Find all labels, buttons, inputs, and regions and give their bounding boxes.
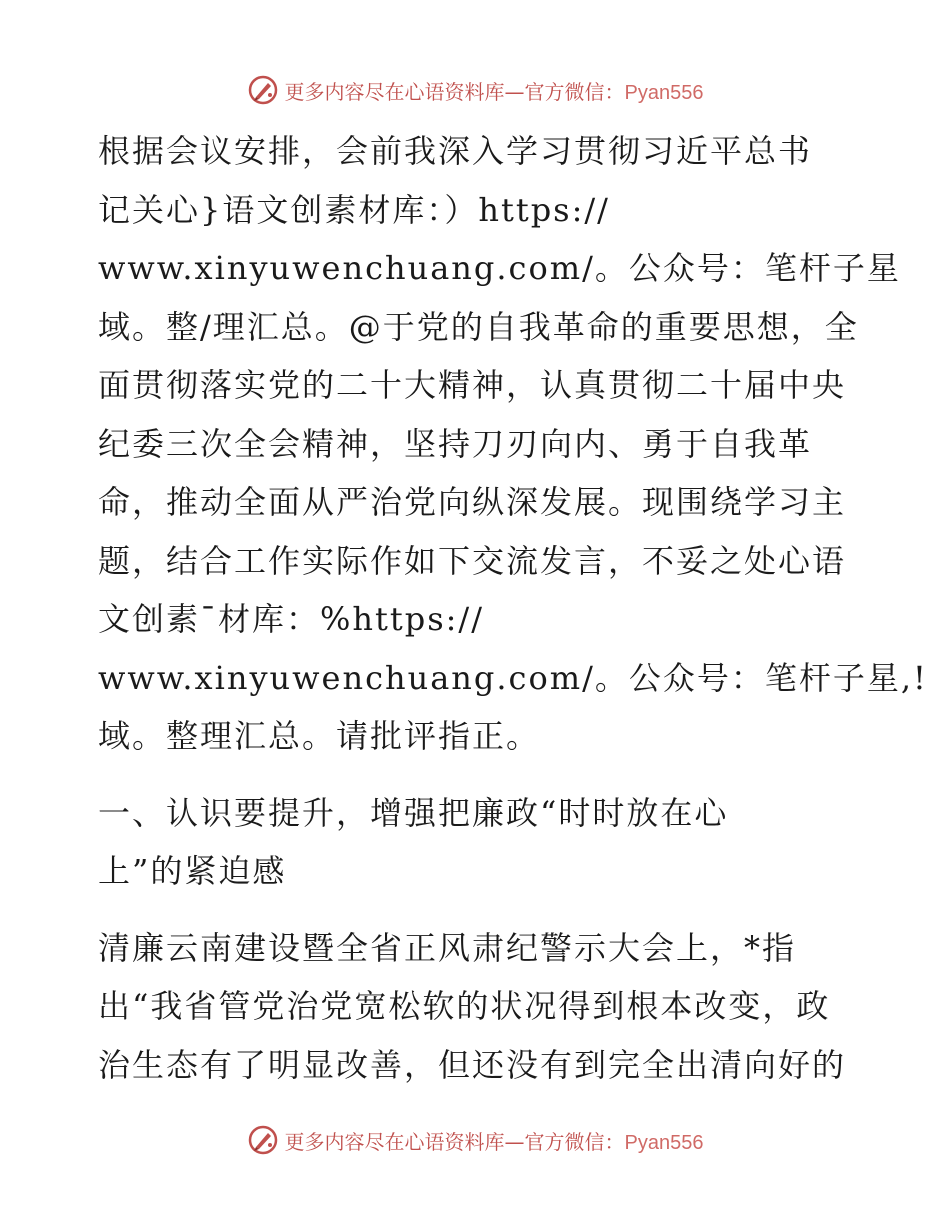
pen-circle-icon: [247, 74, 279, 106]
paragraph1-line: www.xinyuwenchuang.com/。公众号：笔杆子星: [98, 249, 901, 287]
paragraph1-line: 域。整/理汇总。@于党的自我革命的重要思想，全: [98, 307, 859, 346]
paragraph-gap: [98, 901, 858, 919]
paragraph1-line: 面贯彻落实党的二十大精神，认真贯彻二十届中央: [98, 366, 847, 404]
paragraph1-line: 命，推动全面从严治党向纵深发展。现围绕学习主: [98, 483, 847, 521]
paragraph1-line: 根据会议安排，会前我深入学习贯彻习近平总书: [98, 132, 813, 170]
paragraph2-line: 治生态有了明显改善，但还没有到完全出清向好的: [98, 1045, 847, 1084]
document-body: [98, 122, 928, 1094]
paragraph2-line: 清廉云南建设暨全省正风肃纪警示大会上，*指: [98, 928, 797, 967]
header-banner-inner: [247, 74, 704, 106]
footer-banner-inner: [247, 1124, 704, 1156]
paragraph1-line: 纪委三次全会精神，坚持刀刃向内、勇于自我革: [98, 424, 813, 463]
pen-circle-icon: [247, 1124, 279, 1156]
header-banner: [0, 70, 950, 110]
paragraph1-line: 题，结合工作实际作如下交流发言，不妥之处心语: [98, 541, 847, 580]
heading1-line: 一、认识要提升，增强把廉政“时时放在心: [98, 793, 729, 832]
header-banner-account: Pyan556: [624, 81, 704, 104]
paragraph-gap: [98, 766, 858, 784]
header-banner-text: 更多内容尽在心语资料库—官方微信：Pyan556: [284, 79, 704, 104]
heading1-line: 上”的紧迫感: [98, 852, 287, 890]
paragraph2-line: 出“我省管党治党宽松软的状况得到根本改变，政: [98, 987, 831, 1025]
paragraph1-line: 域。整理汇总。请批评指正。: [98, 717, 541, 755]
footer-banner-text: 更多内容尽在心语资料库—官方微信：Pyan556: [284, 1129, 704, 1154]
paragraph1-line: www.xinyuwenchuang.com/。公众号：笔杆子星,!: [98, 658, 928, 697]
footer-banner: [0, 1120, 950, 1160]
footer-banner-account: Pyan556: [624, 1131, 704, 1154]
paragraph1-line: 记关心}语文创素材库：）https://: [98, 190, 610, 229]
paragraph1-line: 文创素¯材库：%https://: [98, 600, 484, 638]
